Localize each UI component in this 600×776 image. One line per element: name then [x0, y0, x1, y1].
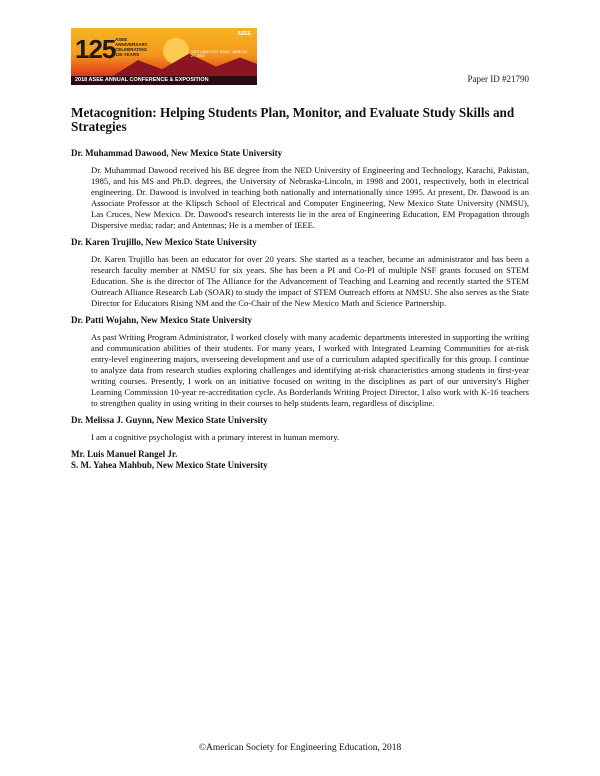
author-bio: Dr. Muhammad Dawood received his BE degree from the NED University of Engineering and Technology, Karachi, Pakistan, 1985, and his MS and Ph.D. degrees, the University of Nebraska-Lincoln, in 1998 and 2001, respectively, both in electrical engineering. Dr. Dawood is involved in teaching both nationally and internationally since 1995. At present, Dr. Dawood is an Associate Professor at the Klipsch School of Electrical and Computer Engineering, New Mexico State University (NMSU), Las Cruces, New Mexico. Dr. Dawood's research interests lie in the area of Engineering Education, EM Propagation through Dispersive media; radar; and Antennas; He is a member of IEEE. — [91, 165, 529, 230]
author-entry — [71, 315, 531, 409]
author-entry — [71, 415, 531, 443]
author-entry — [71, 237, 531, 309]
asee-mark: ASEE — [237, 31, 251, 37]
author-name: Dr. Muhammad Dawood, New Mexico State University — [71, 148, 283, 158]
copyright-footer: ©American Society for Engineering Education, 2018 — [198, 743, 402, 753]
author-name: Mr. Luis Manuel Rangel Jr. — [71, 449, 178, 459]
paper-title: Metacognition: Helping Students Plan, Monitor, and Evaluate Study Skills and Strategies — [71, 105, 515, 134]
paper-id: Paper ID #21790 — [467, 74, 529, 84]
author-entry — [71, 449, 531, 460]
conference-strip: 2018 ASEE ANNUAL CONFERENCE & EXPOSITION — [71, 76, 257, 85]
anniversary-number: 125 — [75, 34, 116, 64]
author-bio: Dr. Karen Trujillo has been an educator for over 20 years. She started as a teacher, became an administrator and has been a research faculty member at NMSU for six years. She has been a PI and Co-PI of multiple NSF grants focused on STEM Education. She is the director of The Alliance for the Advancement of Teaching and Learning and recently started the STEM Outreach Alliance Research Lab (SOAR) to study the impact of STEM Outreach efforts at NMSU. She also serves as the State Director for Educators Rising NM and the Co-Chair of the New Mexico Math and Science Partnership. — [91, 254, 529, 308]
conference-banner-logo — [71, 28, 257, 85]
author-entry — [71, 148, 531, 231]
author-name: Dr. Melissa J. Guynn, New Mexico State University — [71, 415, 268, 425]
author-name: Dr. Karen Trujillo, New Mexico State University — [71, 237, 257, 247]
author-list — [71, 148, 531, 471]
author-name: S. M. Yahea Mahbub, New Mexico State University — [71, 460, 268, 470]
author-bio: I am a cognitive psychologist with a primary interest in human memory. — [91, 432, 340, 442]
author-entry — [71, 460, 531, 471]
anniversary-tagline: ASEE ANNIVERSARY CELEBRATING 125 YEARS — [115, 37, 148, 57]
author-bio: As past Writing Program Administrator, I worked closely with many academic departments interested in supporting the writing and communication abilities of their students. For many years, I worked with Integrated Learning Communities for at-risk entry-level engineering majors, overseeing development and use of a curriculum adapted specifically for this group. I continue to analyze data from research studies exploring challenges and identifying at-risk characteristics among students in first-year writing courses. Presently, I work on an initiative focused on writing in the disciplines as part of our university's Higher Learning Commission 10-year re-accreditation cycle. As Borderlands Writing Project Director, I also work with K-16 teachers to strengthen quality in using writing in their courses to help students learn, regardless of discipline. — [91, 332, 529, 408]
author-name: Dr. Patti Wojahn, New Mexico State University — [71, 315, 252, 325]
conference-location: SALT LAKE CITY, UTAH · JUNE 24–27, 2018 — [191, 50, 249, 58]
